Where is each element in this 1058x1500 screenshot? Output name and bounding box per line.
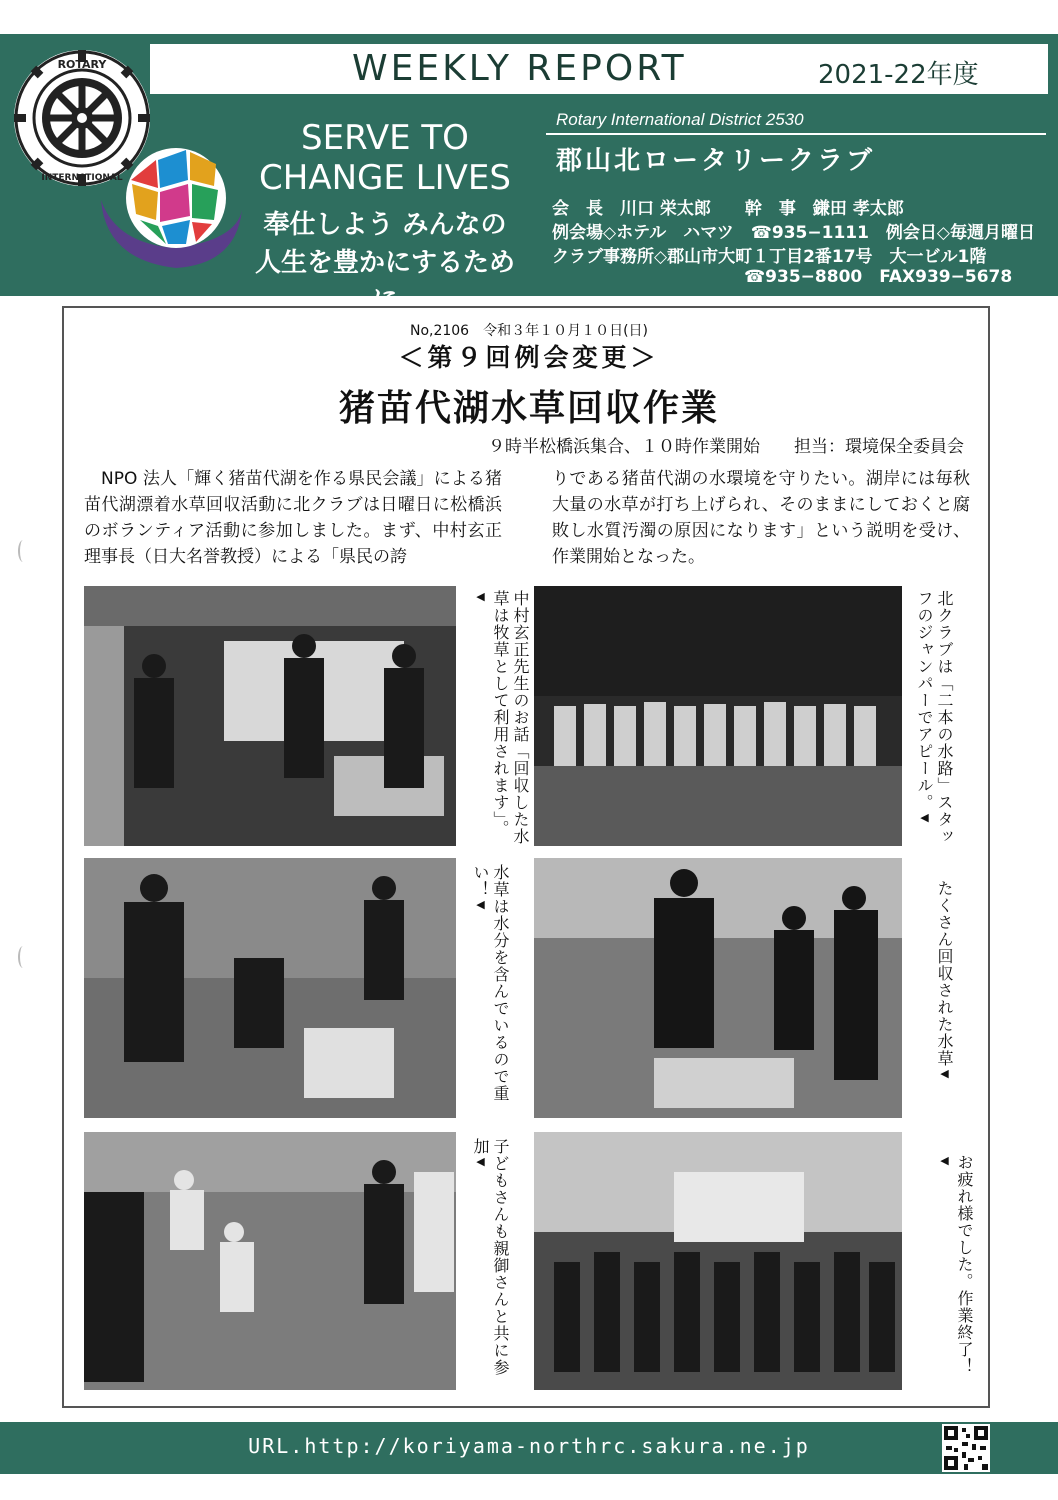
divider (546, 133, 1046, 135)
caption-text: 水草は水分を含んでいるので重い！ (471, 864, 510, 1102)
photo-caption (470, 1138, 510, 1388)
serve-globe-logo (96, 140, 246, 280)
photo-caption (470, 864, 510, 1119)
logo-text-international: INTERNATIONAL (41, 173, 123, 183)
photo-caption (934, 880, 954, 1110)
triangle-icon: ◀ (474, 1155, 487, 1169)
triangle-icon: ◀ (474, 590, 487, 604)
photo-lifting-weeds (84, 858, 456, 1118)
club-url[interactable]: URL.http://koriyama-northrc.sakura.ne.jp (248, 1434, 810, 1458)
punch-hole (18, 946, 28, 968)
caption-text: 子どもさんも親御さんと共に参加 (471, 1138, 510, 1376)
slogan-line: CHANGE LIVES (259, 158, 511, 198)
caption-text: 中村玄正先生のお話「回収した水草は牧草として利用されます」。 (491, 590, 530, 845)
fiscal-year: 2021-22年度 (818, 60, 979, 90)
slogan-japanese (250, 206, 520, 320)
contact-line: ☎935−8800 FAX939−5678 (744, 267, 1013, 287)
triangle-icon: ◀ (918, 811, 931, 825)
slogan-english (250, 118, 520, 198)
article-body-right: りである猪苗代湖の水環境を守りたい。湖岸には毎秋大量の水草が打ち上げられ、そのままにしておくと腐敗し水質汚濁の原因になります」という説明を受け、作業開始となった。 (552, 469, 970, 567)
article-title: 猪苗代湖水草回収作業 (338, 388, 719, 429)
issue-number-date: No,2106 令和３年１０月１０日(日) (409, 323, 649, 339)
photo-children (84, 1132, 456, 1390)
caption-text: たくさん回収された水草 (935, 880, 954, 1067)
photo-caption (914, 590, 954, 845)
punch-hole (18, 540, 28, 562)
office-address: クラブ事務所◇郡山市大町１丁目2番17号 大一ビル1階 (552, 247, 987, 267)
caption-text: お疲れ様でした。作業終了！ (955, 1154, 974, 1375)
photo-group-jackets (534, 586, 902, 846)
triangle-icon: ◀ (938, 1067, 951, 1081)
slogan-line: 奉仕しよう みんなの (263, 210, 507, 240)
meeting-change-heading: ＜第９回例会変更＞ (398, 343, 660, 372)
photo-caption (934, 1154, 974, 1384)
schedule-info: ９時半松橋浜集合、１０時作業開始 担当：環境保全委員会 (488, 437, 964, 457)
logo-text-rotary: ROTARY (57, 58, 107, 71)
qr-code-icon (942, 1424, 990, 1472)
weekly-report-title: WEEKLY REPORT (352, 48, 687, 89)
meeting-line: 例会場◇ホテル ハマツ ☎935−1111 例会日◇毎週月曜日 (552, 223, 1036, 243)
photo-caption (470, 590, 530, 845)
slogan-line: 人生を豊かにするために (254, 248, 515, 316)
club-name: 郡山北ロータリークラブ (556, 146, 876, 176)
photo-collected-weeds (534, 858, 902, 1118)
caption-text: 北クラブは「二本の水路」スタッフのジャンパーでアピール。 (915, 590, 954, 845)
district-label: Rotary International District 2530 (556, 110, 804, 129)
photo-final-group (534, 1132, 902, 1390)
officers-line: 会 長 川口 栄太郎 幹 事 鎌田 孝太郎 (552, 199, 904, 219)
photo-lecture (84, 586, 456, 846)
slogan-line: SERVE TO (301, 118, 469, 158)
triangle-icon: ◀ (938, 1154, 951, 1168)
triangle-icon: ◀ (474, 898, 487, 912)
article-body-left: NPO 法人「輝く猪苗代湖を作る県民会議」による猪苗代湖漂着水草回収活動に北クラブは日曜日に松橋浜のボランティア活動に参加しました。まず、中村玄正理事長（日大名誉教授）による「県民の誇 (84, 469, 502, 567)
